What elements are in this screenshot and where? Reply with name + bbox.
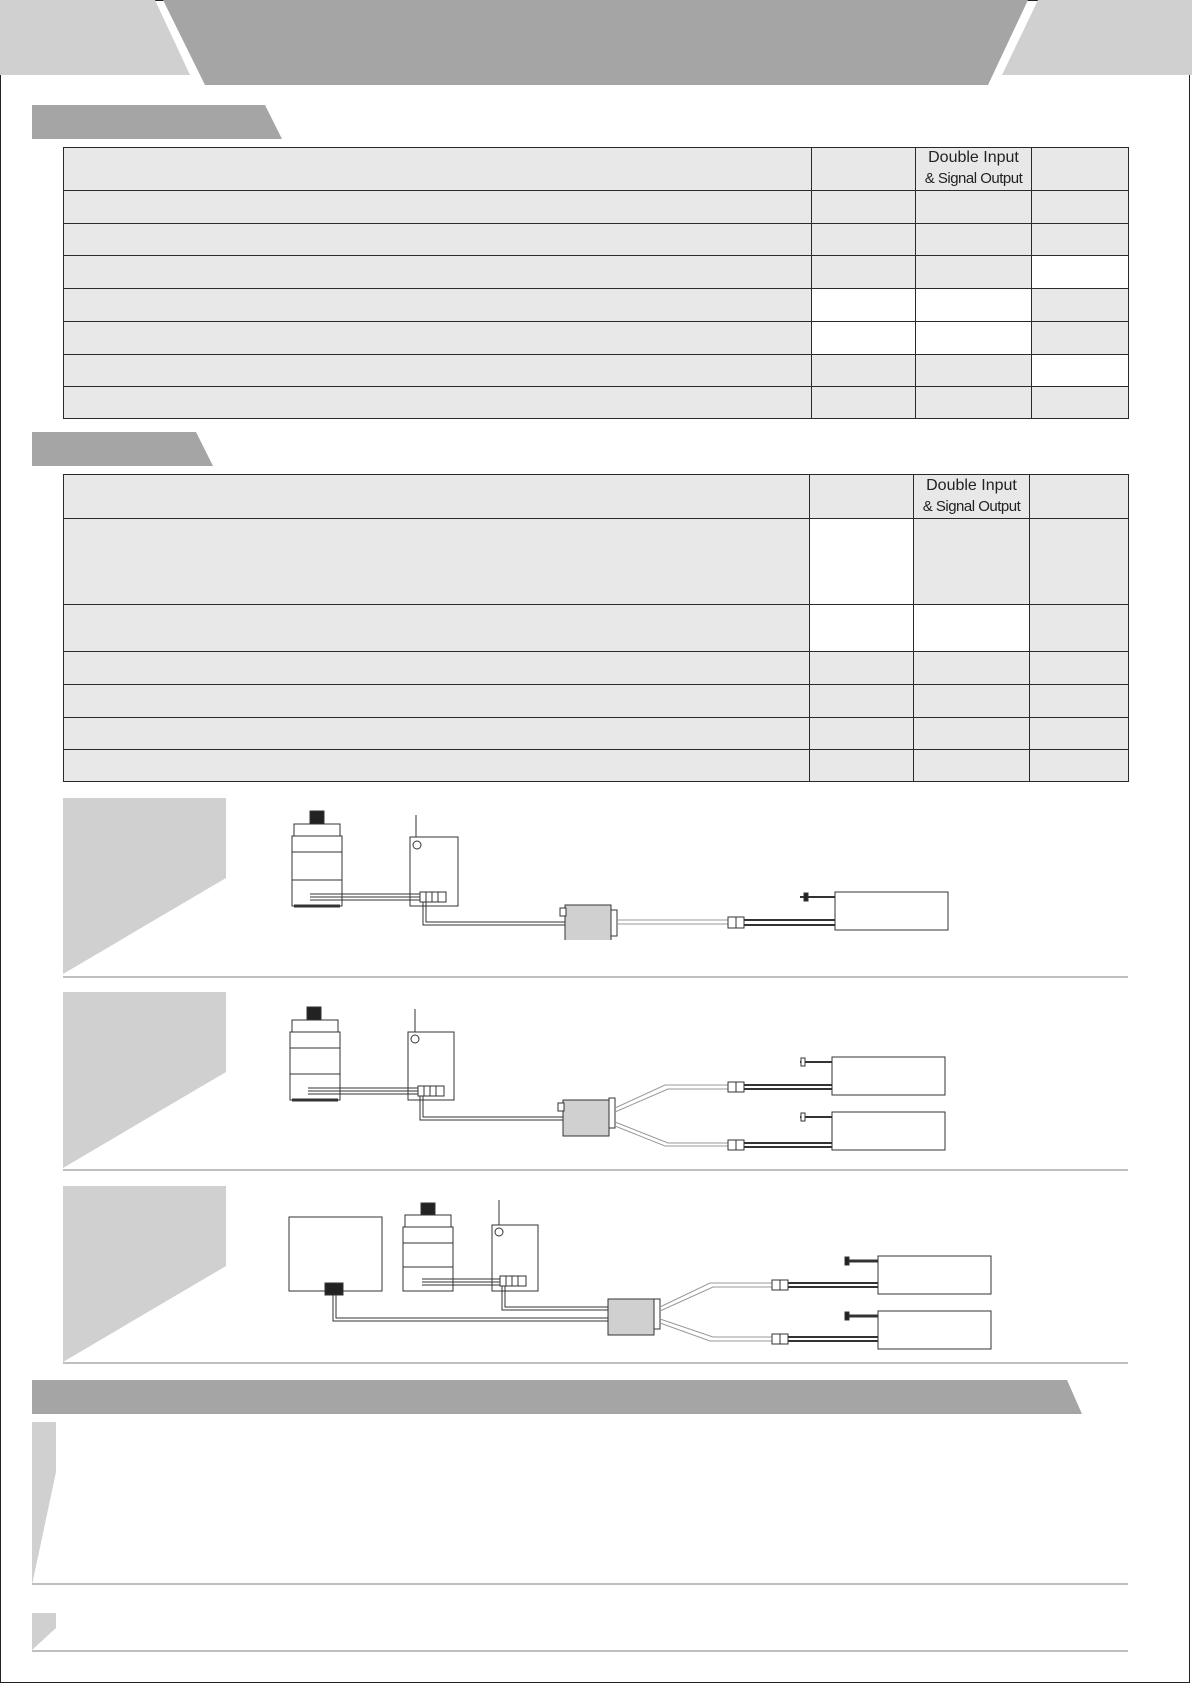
table2-header-cell-3: [914, 475, 1030, 519]
table-row: [64, 191, 1129, 224]
table-row: [64, 289, 1129, 322]
receiver-icon: [408, 1009, 454, 1100]
servo-motor-icon: [403, 1203, 453, 1291]
table2-header-cell-2: [810, 475, 914, 519]
spec-table-2: [63, 474, 1129, 782]
section-tab-1: [32, 105, 292, 141]
table2-header-cell-1: [64, 475, 810, 519]
section-tab-2: [32, 432, 232, 468]
diagram-1-label-tab: [63, 798, 229, 976]
device-box-icon: [289, 1217, 382, 1295]
spec-table-1: [63, 147, 1129, 419]
note-tab-1: [32, 1422, 62, 1587]
esc-unit-icon: [608, 1299, 660, 1335]
diagram-2-label-tab: [63, 992, 229, 1170]
divider: [32, 1650, 1128, 1652]
battery-pack-icon: [845, 1311, 991, 1349]
header-banner: [0, 0, 1192, 90]
table1-header-line-1: Double Input: [928, 149, 1019, 166]
table-row: [64, 256, 1129, 289]
receiver-icon: [410, 815, 458, 906]
table1-header-line-2: & Signal Output: [924, 170, 1023, 187]
esc-unit-icon: [560, 905, 617, 940]
table-row: [64, 224, 1129, 256]
table-row: [64, 652, 1129, 685]
table-row: [64, 718, 1129, 750]
receiver-icon: [492, 1200, 538, 1291]
divider: [63, 976, 1128, 978]
note-tab-2: [32, 1613, 62, 1653]
table-row: [64, 519, 1129, 605]
table2-header-line-2: & Signal Output: [922, 497, 1021, 515]
divider: [63, 1362, 1128, 1364]
table-row: [64, 750, 1129, 782]
battery-pack-icon: [800, 1112, 945, 1150]
table-row: [64, 355, 1129, 387]
esc-unit-icon: [558, 1098, 615, 1136]
table-row: [64, 685, 1129, 718]
wiring-diagram-3: [280, 1195, 1000, 1355]
table1-header-cell-4: [1032, 148, 1129, 191]
table1-header-cell-2: [812, 148, 916, 191]
table2-header-cell-4: [1030, 475, 1129, 519]
table-row: [64, 322, 1129, 355]
wiring-diagram-1: [280, 800, 960, 940]
section-banner-3: [32, 1380, 1092, 1416]
battery-pack-icon: [845, 1256, 991, 1294]
divider: [63, 1169, 1128, 1171]
table-row: [64, 605, 1129, 652]
servo-motor-icon: [292, 811, 342, 906]
table-row: [64, 387, 1129, 419]
table2-header-line-1: Double Input: [926, 476, 1017, 494]
wiring-diagram-2: [280, 1000, 960, 1160]
table1-header-cell-3: [916, 148, 1032, 191]
divider: [32, 1583, 1128, 1585]
diagram-3-label-tab: [63, 1186, 229, 1364]
table1-header-cell-1: [64, 148, 812, 191]
servo-motor-icon: [290, 1007, 340, 1100]
